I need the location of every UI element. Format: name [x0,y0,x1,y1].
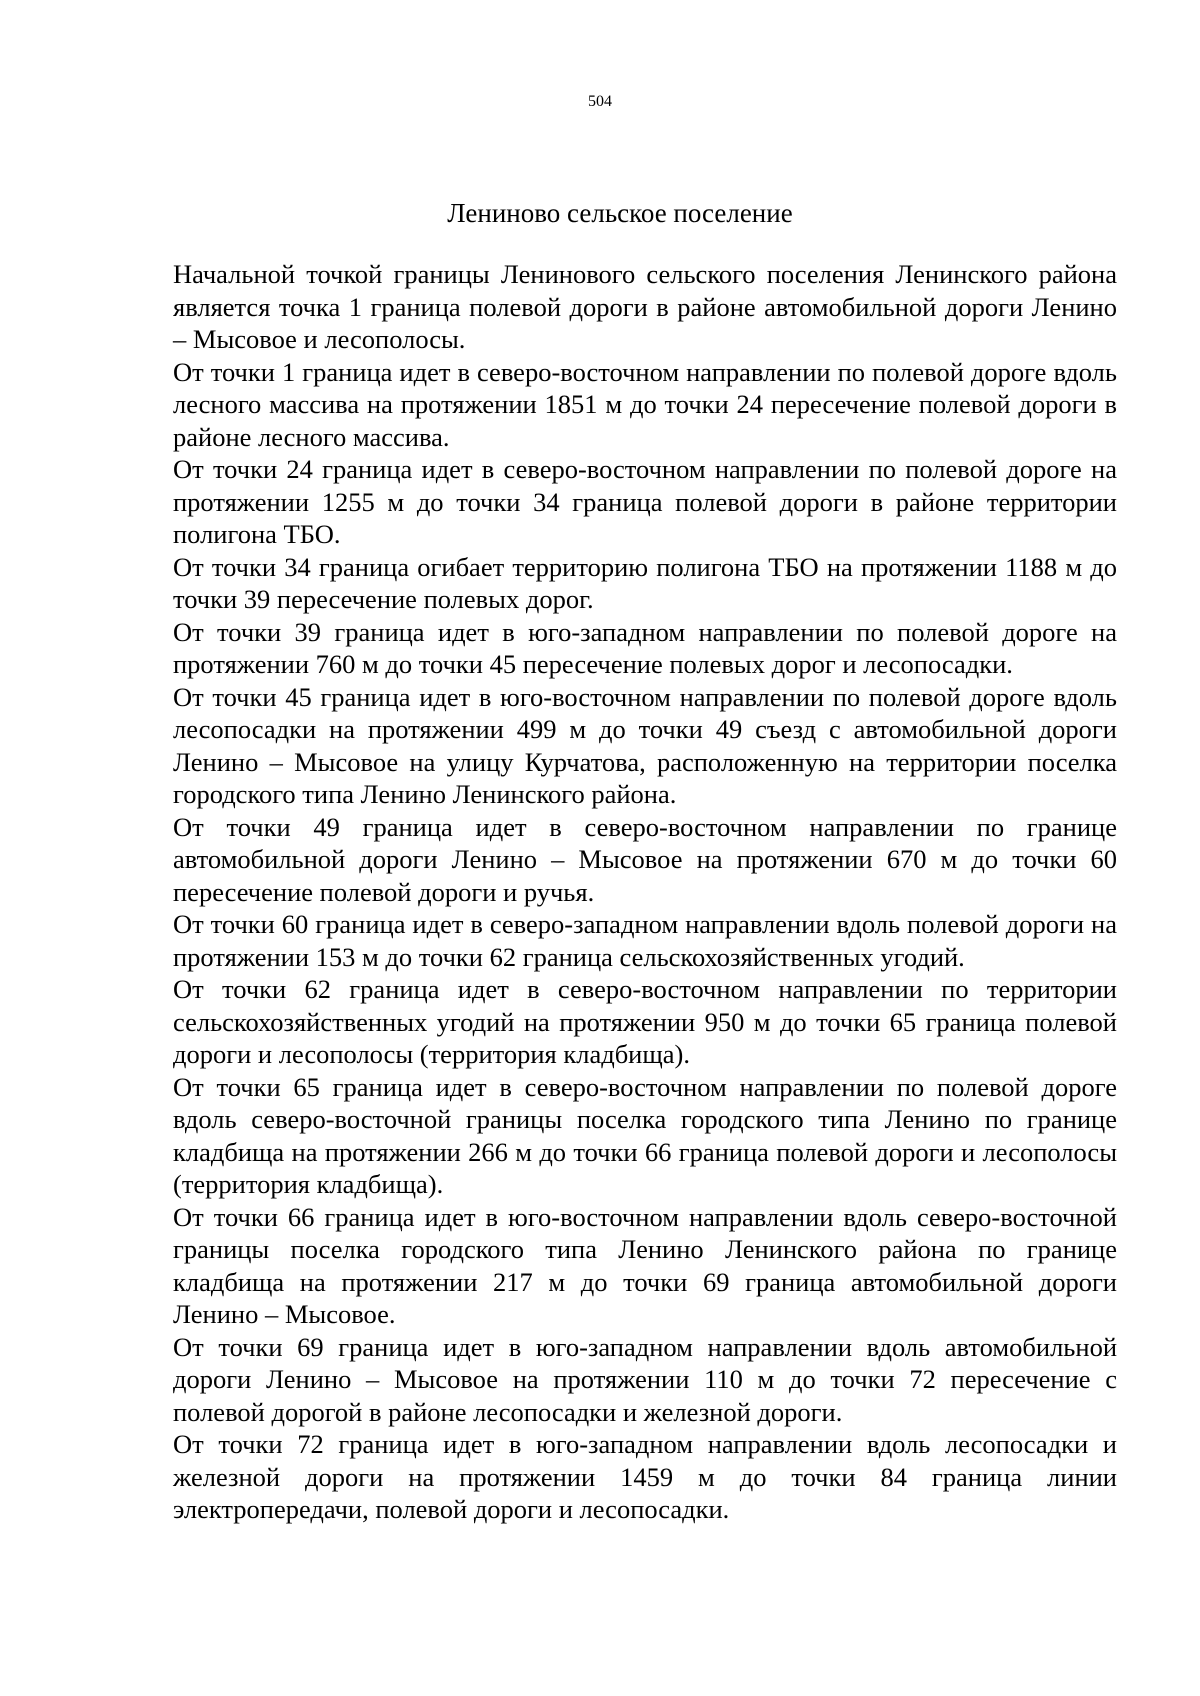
paragraph: От точки 45 граница идет в юго-восточном направлении по полевой дороге вдоль лесопосадки на протяжении 499 м до точки 49 съезд с автомобильной дороги Ленино – Мысовое на улицу Курчатова, расположенную на территории поселка городского типа Ленино Ленинского района. [173,681,1117,809]
paragraph: От точки 34 граница огибает территорию полигона ТБО на протяжении 1188 м до точки 39 пересечение полевых дорог. [173,551,1117,614]
document-body [173,258,1117,1526]
paragraph: От точки 60 граница идет в северо-западном направлении вдоль полевой дороги на протяжении 153 м до точки 62 граница сельскохозяйственных угодий. [173,909,1117,972]
paragraph: От точки 69 граница идет в юго-западном направлении вдоль автомобильной дороги Ленино – Мысовое на протяжении 110 м до точки 72 пересечение с полевой дорогой в районе лесопосадки и железной дороги. [173,1331,1117,1427]
page-number: 504 [588,93,612,110]
paragraph: От точки 24 граница идет в северо-восточном направлении по полевой дороге на протяжении 1255 м до точки 34 граница полевой дороги в районе территории полигона ТБО. [173,454,1117,549]
document-title: Лениново сельское поселение [447,198,793,228]
paragraph: От точки 49 граница идет в северо-восточном направлении по границе автомобильной дороги Ленино – Мысовое на протяжении 670 м до точки 60 пересечение полевой дороги и ручья. [173,811,1117,907]
paragraph: Начальной точкой границы Ленинового сельского поселения Ленинского района является точка 1 граница полевой дороги в районе автомобильной дороги Ленино – Мысовое и лесополосы. [173,259,1117,354]
paragraph: От точки 1 граница идет в северо-восточном направлении по полевой дороге вдоль лесного массива на протяжении 1851 м до точки 24 пересечение полевой дороги в районе лесного массива. [173,356,1117,452]
paragraph: От точки 65 граница идет в северо-восточном направлении по полевой дороге вдоль северо-восточной границы поселка городского типа Ленино по границе кладбища на протяжении 266 м до точки 66 граница полевой дороги и лесополосы (территория кладбища). [173,1071,1117,1199]
paragraph: От точки 39 граница идет в юго-западном направлении по полевой дороге на протяжении 760 м до точки 45 пересечение полевых дорог и лесопосадки. [173,616,1117,679]
paragraph: От точки 62 граница идет в северо-восточном направлении по территории сельскохозяйственных угодий на протяжении 950 м до точки 65 граница полевой дороги и лесополосы (территория кладбища). [173,974,1117,1069]
paragraph: От точки 66 граница идет в юго-восточном направлении вдоль северо-восточной границы поселка городского типа Ленино Ленинского района по границе кладбища на протяжении 217 м до точки 69 граница автомобильной дороги Ленино – Мысовое. [173,1201,1117,1329]
paragraph: От точки 72 граница идет в юго-западном направлении вдоль лесопосадки и железной дороги на протяжении 1459 м до точки 84 граница линии электропередачи, полевой дороги и лесопосадки. [173,1429,1117,1524]
